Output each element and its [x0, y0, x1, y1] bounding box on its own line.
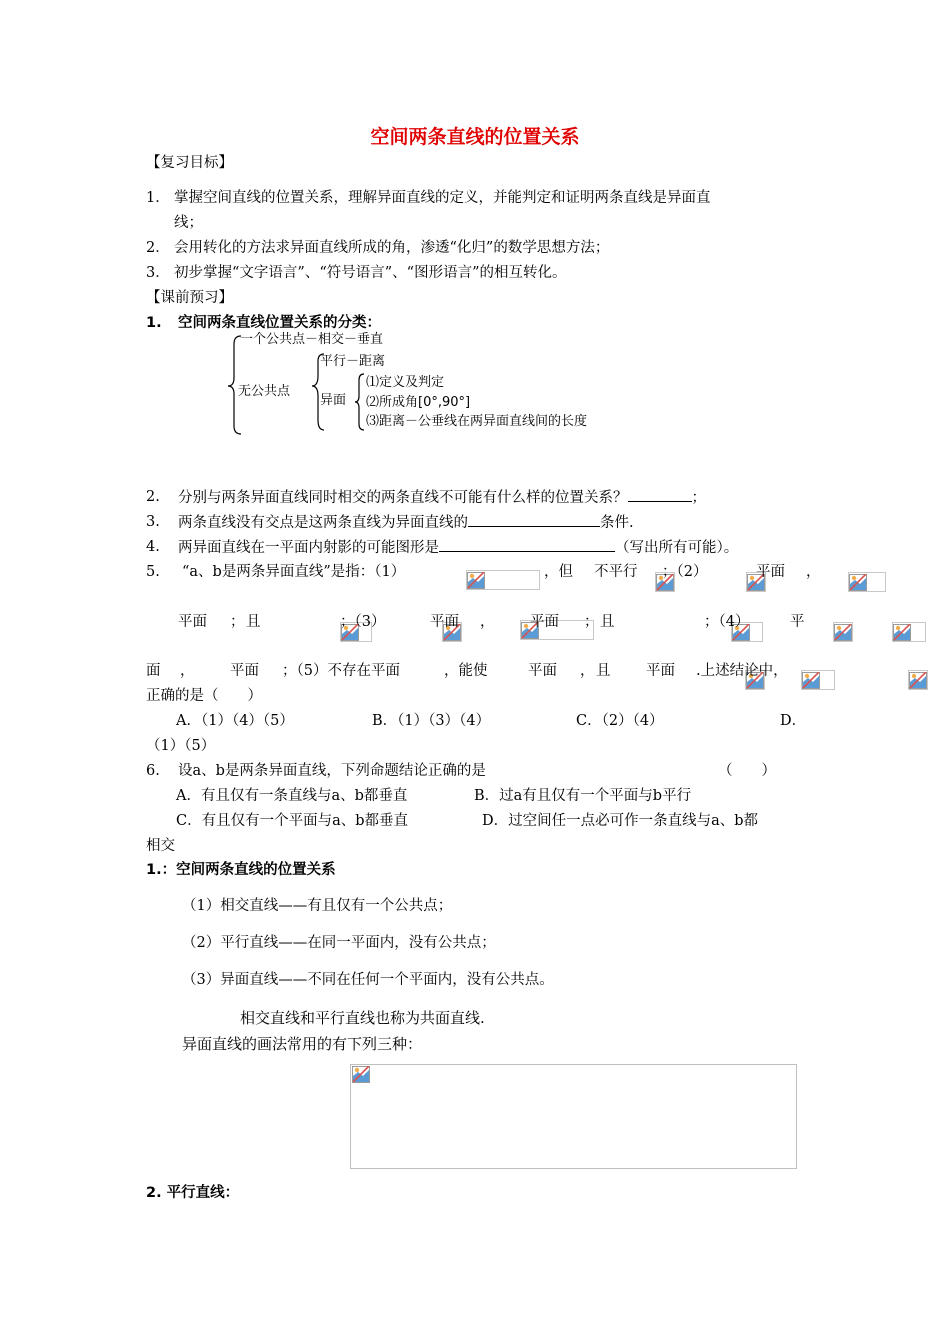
- skew-lines-figure-image: [350, 1064, 797, 1169]
- q5-plane-5: 平面: [230, 663, 259, 679]
- q5-plane-7: 平面: [646, 663, 675, 679]
- q5-plane-3: 平面: [430, 614, 459, 630]
- review-goals-heading: 【复习目标】: [146, 155, 233, 171]
- preview-heading: 【课前预习】: [146, 290, 233, 306]
- q5-option-d[interactable]: D．: [780, 713, 807, 729]
- q5-plane-4: 平面: [530, 614, 559, 630]
- q5-and-3: 且: [596, 663, 611, 679]
- section1-item-3: （3）异面直线——不同在任何一个平面内，没有公共点。: [182, 972, 554, 988]
- section1-heading: 1.：空间两条直线的位置关系: [146, 862, 336, 878]
- goal-2-text: 会用转化的方法求异面直线所成的角，渗透“化归”的数学思想方法；: [174, 240, 610, 256]
- q2-text: 分别与两条异面直线同时相交的两条直线不可能有什么样的位置关系？: [178, 490, 628, 506]
- formula-image: [908, 670, 928, 690]
- q5-comma-3: ，: [180, 663, 195, 679]
- q5-semi-1: ；: [230, 614, 245, 630]
- q1-num: 1.: [146, 315, 162, 331]
- q5-text-a: “a、b是两条异面直线”是指：（1）: [182, 564, 406, 580]
- goal-1-num: 1．: [146, 190, 170, 206]
- q4-line: [178, 537, 738, 558]
- goal-3-num: 3．: [146, 265, 170, 281]
- q3-num: 3.: [146, 514, 160, 530]
- section2-heading: 2. 平行直线：: [146, 1185, 240, 1201]
- q5-option-b[interactable]: B．（1）（3）（4）: [372, 713, 491, 729]
- q5-plane-1: 平面: [756, 564, 785, 580]
- q5-plane-2: 平面: [178, 614, 207, 630]
- q5-plane-6: 平面: [528, 663, 557, 679]
- q5-option-d-cont: （1）（5）: [146, 738, 216, 754]
- q6-text: 设a、b是两条异面直线，下列命题结论正确的是: [178, 763, 486, 779]
- q6-option-c[interactable]: C．有且仅有一个平面与a、b都垂直: [176, 813, 409, 829]
- diagram-no-common-point: 无公共点: [238, 384, 291, 399]
- q2-line: [178, 487, 706, 508]
- q5-comma-1: ，: [806, 564, 821, 580]
- q4-text: 两异面直线在一平面内射影的可能图形是: [178, 540, 439, 556]
- diagram-skew-distance: ⑶距离－公垂线在两异面直线间的长度: [366, 414, 588, 429]
- q6-num: 6.: [146, 763, 160, 779]
- q1-text: 空间两条直线位置关系的分类：: [178, 315, 381, 331]
- q5-makes: ，能使: [444, 663, 488, 679]
- goal-1-text: 掌握空间直线的位置关系，理解异面直线的定义，并能判定和证明两条直线是异面直: [174, 190, 711, 206]
- formula-image: [801, 670, 835, 690]
- diagram-parallel: 平行－距离: [320, 354, 386, 369]
- q4-num: 4.: [146, 539, 160, 555]
- q5-num: 5.: [146, 564, 160, 580]
- section1-item-1: （1）相交直线——有且仅有一个公共点；: [182, 898, 453, 914]
- q5-mian: 面: [146, 663, 161, 679]
- q6-option-a[interactable]: A．有且仅有一条直线与a、b都垂直: [176, 788, 408, 804]
- q5-tail: .上述结论中，: [696, 663, 788, 679]
- q3-answer-blank[interactable]: [468, 512, 600, 527]
- q5-text-b: ，但: [544, 564, 573, 580]
- q5-option-c[interactable]: C．（2）（4）: [576, 713, 664, 729]
- q4-answer-blank[interactable]: [439, 537, 615, 552]
- goal-3-text: 初步掌握“文字语言”、“符号语言”、“图形语言”的相互转化。: [174, 265, 567, 281]
- q2-end: ；: [691, 490, 706, 506]
- q6-option-b[interactable]: B．过a有且仅有一个平面与b平行: [474, 788, 692, 804]
- q6-option-d[interactable]: D．过空间任一点必可作一条直线与a、b都: [482, 813, 759, 829]
- goal-2-num: 2．: [146, 240, 170, 256]
- q5-s3: ；（3）: [340, 614, 386, 630]
- formula-image: [892, 622, 926, 642]
- q5-text-c: 不平行: [594, 564, 638, 580]
- q3-text: 两条直线没有交点是这两条直线为异面直线的: [178, 515, 468, 531]
- q6-option-d-cont: 相交: [146, 838, 175, 854]
- formula-image: [466, 570, 540, 590]
- diagram-one-common-point: 一个公共点－相交－垂直: [240, 332, 384, 347]
- diagram-skew-definition: ⑴定义及判定: [366, 375, 445, 390]
- diagram-skew: 异面: [320, 393, 347, 408]
- section1-note-drawing: 异面直线的画法常用的有下列三种：: [182, 1035, 423, 1053]
- q5-text-d: ；（2）: [662, 564, 708, 580]
- q5-and-1: 且: [246, 614, 261, 630]
- q2-answer-blank[interactable]: [628, 487, 692, 502]
- q5-ping: 平: [790, 614, 805, 630]
- q5-line2: 正确的是（ ）: [146, 688, 262, 704]
- q6-answer-paren[interactable]: （ ）: [718, 763, 776, 779]
- formula-image: [833, 622, 853, 642]
- q5-option-a[interactable]: A．（1）（4）（5）: [176, 713, 294, 729]
- q5-and-2: 且: [600, 614, 615, 630]
- q3-end: 条件.: [600, 515, 634, 531]
- q5-comma-2: ，: [480, 614, 495, 630]
- section1-item-2: （2）平行直线——在同一平面内，没有公共点；: [182, 935, 496, 951]
- q5-s5: ；（5）不存在平面: [282, 663, 400, 679]
- q5-s4: ；（4）: [704, 614, 750, 630]
- q4-end: （写出所有可能）。: [615, 540, 739, 556]
- q2-num: 2.: [146, 489, 160, 505]
- diagram-skew-angle: ⑵所成角[0°,90°]: [366, 395, 471, 410]
- formula-image: [848, 572, 886, 592]
- goal-1-text-cont: 线；: [174, 215, 203, 231]
- q5-comma-4: ，: [580, 663, 595, 679]
- q3-line: [178, 512, 634, 533]
- q5-semi-2: ；: [584, 614, 599, 630]
- section1-note-coplanar: 相交直线和平行直线也称为共面直线.: [240, 1009, 485, 1027]
- page-title: 空间两条直线的位置关系: [370, 126, 580, 148]
